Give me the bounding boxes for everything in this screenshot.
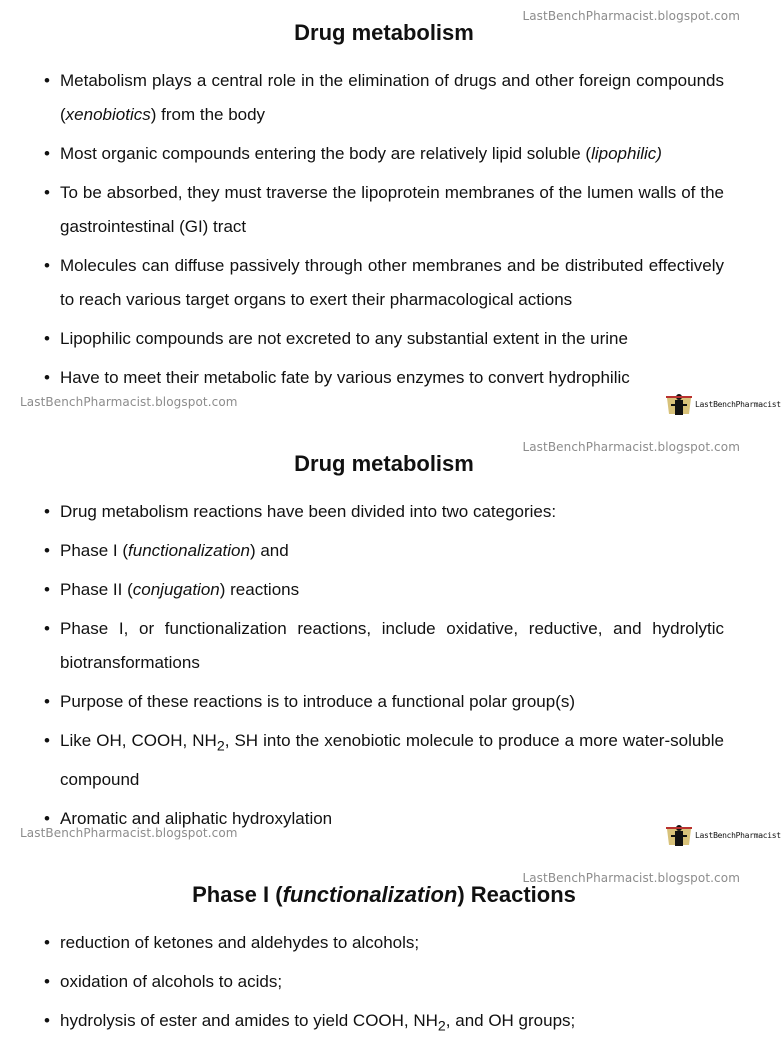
watermark-bottom: LastBenchPharmacist.blogspot.com [20, 826, 238, 840]
pharmacist-emblem-icon [665, 823, 693, 849]
slide-title: Phase I (functionalization) Reactions [192, 882, 576, 907]
bullet-item: • Drug metabolism reactions have been divided into two categories: [44, 495, 724, 529]
bullet-item: • Phase II (conjugation) reactions [44, 573, 724, 607]
logo-wordmark: LastBenchPharmacist [695, 400, 781, 409]
bullet-item: • Phase I (functionalization) and [44, 534, 724, 568]
bullet-item: • hydrolysis of ester and amides to yield COOH, $NH_2$, and OH groups; [44, 1004, 724, 1043]
slide-title: Drug metabolism [294, 451, 474, 476]
bullet-item: • Phase I, or functionalization reactions, include oxidative, reductive, and hydrolytic biotransformations [44, 612, 724, 680]
bullet-item: • Have to meet their metabolic fate by various enzymes to convert hydrophilic [44, 361, 724, 395]
pharmacist-emblem-icon [665, 392, 693, 418]
bullet-item: • reduction of ketones and aldehydes to alcohols; [44, 926, 724, 960]
bullet-item: • To be absorbed, they must traverse the lipoprotein membranes of the lumen walls of the gastrointestinal (GI) tract [44, 176, 724, 244]
bullet-list [44, 926, 724, 1048]
bullet-list [44, 495, 724, 841]
slide-title: Drug metabolism [294, 20, 474, 45]
watermark-top: LastBenchPharmacist.blogspot.com [522, 9, 740, 23]
slide-drug-metabolism-1 [0, 0, 781, 431]
bullet-item: • Aromatic and aliphatic hydroxylation [44, 802, 724, 836]
brand-logo [665, 823, 781, 849]
watermark-top: LastBenchPharmacist.blogspot.com [522, 440, 740, 454]
bullet-list [44, 64, 724, 400]
brand-logo [665, 392, 781, 418]
logo-wordmark: LastBenchPharmacist [695, 831, 781, 840]
slide-phase-one-reactions [0, 862, 768, 1035]
watermark-top: LastBenchPharmacist.blogspot.com [522, 871, 740, 885]
bullet-item: • Molecules can diffuse passively through other membranes and be distributed effectively to reach various target organs to exert their pharmacological actions [44, 249, 724, 317]
bullet-item: • Like OH, COOH, $NH_2$, SH into the xenobiotic molecule to produce a more water-soluble compound [44, 724, 724, 797]
bullet-item: • Metabolism plays a central role in the elimination of drugs and other foreign compounds (xenobiotics) from the body [44, 64, 724, 132]
watermark-bottom: LastBenchPharmacist.blogspot.com [20, 395, 238, 409]
bullet-item: • oxidation of alcohols to acids; [44, 965, 724, 999]
bullet-item: • Most organic compounds entering the body are relatively lipid soluble (lipophilic) [44, 137, 724, 171]
bullet-item: • Purpose of these reactions is to introduce a functional polar group(s) [44, 685, 724, 719]
bullet-item: • Lipophilic compounds are not excreted to any substantial extent in the urine [44, 322, 724, 356]
slide-drug-metabolism-2 [0, 431, 781, 862]
